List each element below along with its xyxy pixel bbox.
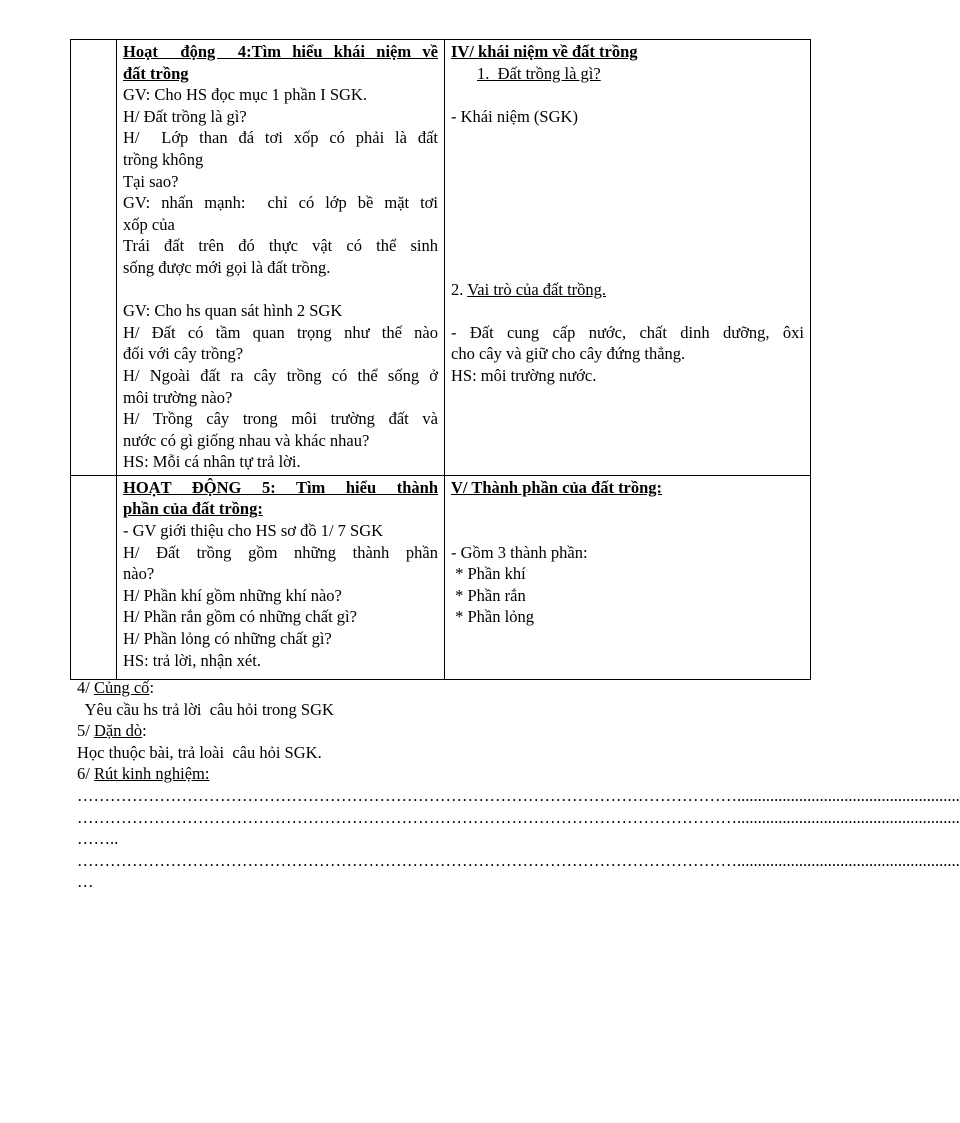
activity-line: sống được mới gọi là đất trồng.	[123, 257, 331, 277]
empty-cell	[71, 475, 117, 679]
activity-line: Tại sao?	[123, 171, 179, 191]
notes-dotted-line: ……..	[77, 829, 119, 849]
content-line: * Phần khí	[451, 564, 526, 584]
section-4-text: Yêu cầu hs trả lời câu hỏi trong SGK	[77, 699, 334, 719]
activity-line: nước có gì giống nhau và khác nhau?	[123, 430, 370, 450]
empty-cell	[71, 40, 117, 476]
activity-5-lines	[123, 520, 438, 671]
subsection-1-title: 1. Đất trồng là gì?	[477, 63, 601, 83]
notes-dotted-line: …	[77, 872, 94, 892]
content-line: * Phần rắn	[451, 585, 526, 605]
activity-line: H/ Ngoài đất ra cây trồng có thể sống ở	[123, 365, 438, 385]
activity-line: GV: Cho HS đọc mục 1 phần I SGK.	[123, 85, 367, 105]
activity-line: Trái đất trên đó thực vật có thể sinh	[123, 236, 438, 256]
content-line: * Phần lỏng	[451, 607, 534, 627]
activity-line	[123, 279, 438, 301]
content-5-cell	[445, 475, 811, 679]
activity-4-lines	[123, 84, 438, 473]
activity-5-heading-cont: phần của đất trồng:	[123, 499, 263, 519]
activity-5-heading: HOẠT ĐỘNG 5: Tìm hiểu thành	[123, 477, 438, 497]
section-4-title: 4/ Củng cố:	[77, 678, 155, 697]
activity-line: H/ Đất trồng gồm những thành phần	[123, 542, 438, 562]
composition-lines	[451, 542, 804, 628]
activity-line: nào?	[123, 564, 155, 584]
activity-line: H/ Lớp than đá tơi xốp có phải là đất	[123, 128, 438, 148]
activity-4-heading-cont: đất trồng	[123, 63, 189, 83]
section-v-heading: V/ Thành phần của đất trồng:	[451, 477, 663, 497]
notes-dotted-line: …………………………………………………………………………………………………………......................................................	[77, 850, 960, 870]
content-line: HS: môi trường nước.	[451, 365, 597, 385]
activity-line: H/ Phần rắn gồm có những chất gì?	[123, 607, 357, 627]
activity-5-cell	[117, 475, 445, 679]
section-6-title: 6/ Rút kinh nghiệm:	[77, 764, 210, 784]
table-row	[71, 475, 811, 679]
notes-dotted-line: …………………………………………………………………………………………………………......................................................	[77, 785, 960, 805]
activity-line: GV: Cho hs quan sát hình 2 SGK	[123, 301, 343, 321]
concept-line: - Khái niệm (SGK)	[451, 106, 578, 126]
activity-line: H/ Phần lỏng có những chất gì?	[123, 629, 332, 649]
content-4-cell	[445, 40, 811, 476]
activity-line: HS: Mỗi cá nhân tự trả lời.	[123, 452, 301, 472]
activity-line: GV: nhấn mạnh: chỉ có lớp bề mặt tơi	[123, 193, 438, 213]
content-line: cho cây và giữ cho cây đứng thẳng.	[451, 344, 686, 364]
activity-line: đối với cây trồng?	[123, 344, 244, 364]
role-lines	[451, 322, 804, 387]
activity-line: H/ Phần khí gồm những khí nào?	[123, 585, 342, 605]
lesson-table	[70, 39, 811, 680]
section-5-title: 5/ Dặn dò:	[77, 721, 147, 741]
activity-line: H/ Đất trồng là gì?	[123, 106, 247, 126]
section-iv-heading: IV/ khái niệm về đất trồng	[451, 42, 638, 61]
lesson-footer	[77, 677, 960, 893]
activity-line: H/ Đất có tầm quan trọng như thế nào	[123, 322, 438, 342]
activity-line: H/ Trồng cây trong môi trường đất và	[123, 409, 438, 429]
notes-dotted-line: …………………………………………………………………………………………………………......................................................	[77, 807, 960, 827]
activity-line: môi trường nào?	[123, 387, 233, 407]
activity-line: xốp của	[123, 214, 175, 234]
activity-line: - GV giới thiệu cho HS sơ đồ 1/ 7 SGK	[123, 521, 384, 541]
activity-line: HS: trả lời, nhận xét.	[123, 650, 261, 670]
section-5-text: Học thuộc bài, trả loài câu hỏi SGK.	[77, 742, 322, 762]
subsection-2-title: 2. Vai trò của đất trồng.	[451, 279, 607, 299]
activity-4-cell	[117, 40, 445, 476]
activity-4-heading: Hoạt động 4:Tìm hiểu khái niệm về	[123, 42, 438, 61]
content-line: - Đất cung cấp nước, chất dinh dưỡng, ôxi	[451, 322, 804, 342]
activity-line: trồng không	[123, 149, 204, 169]
content-line: - Gồm 3 thành phần:	[451, 542, 588, 562]
table-row	[71, 40, 811, 476]
